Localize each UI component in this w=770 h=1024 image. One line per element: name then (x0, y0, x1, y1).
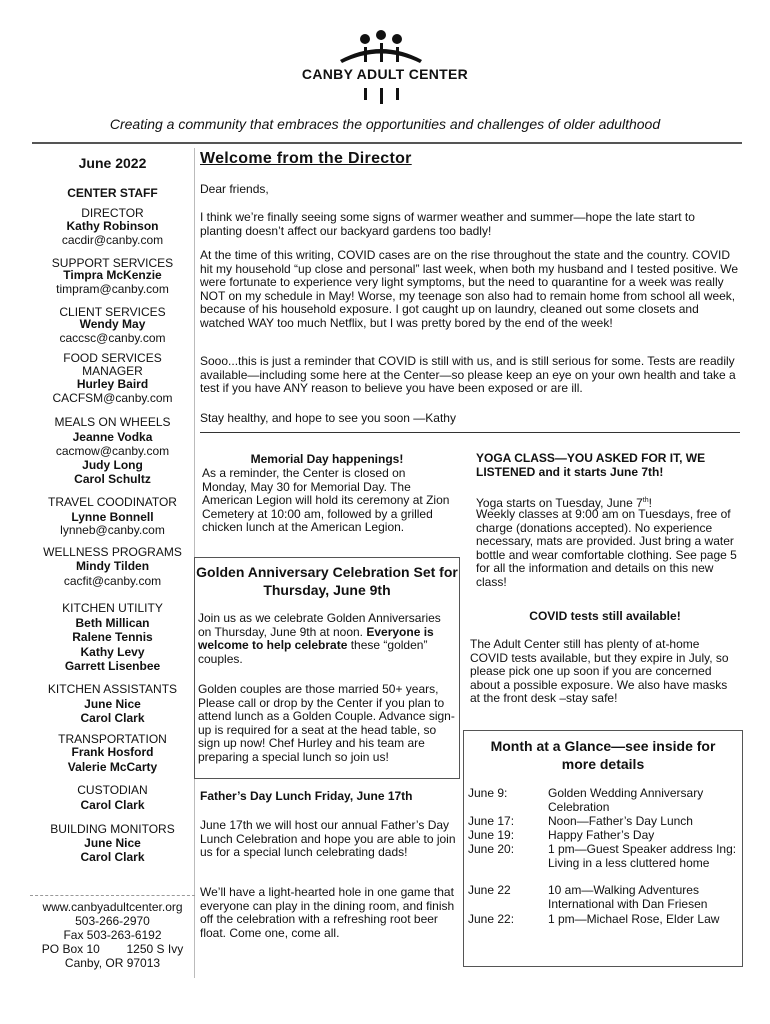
staff-name: Carol Clark (80, 711, 145, 725)
fathers-paragraph: June 17th we will host our annual Father’s Day Lunch Celebration and hope you are able to join us for a special lunch celebrating dads! (200, 818, 456, 859)
event-date: June 17: (468, 814, 515, 828)
golden-text: Join us as we celebrate Golden Anniversaries on Thursday, June 9th at noon. (198, 611, 441, 639)
event-description: Golden Wedding Anniversary Celebration (548, 786, 704, 814)
glance-heading: Month at a Glance—see inside for more details (490, 738, 716, 772)
welcome-closing: Stay healthy, and hope to see you soon —Kathy (200, 411, 456, 425)
staff-role: WELLNESS PROGRAMS (43, 545, 182, 559)
event-date: June 22: (468, 912, 515, 926)
event-date: June 19: (468, 828, 515, 842)
fathers-paragraph: We’ll have a light-hearted hole in one game that everyone can play in the dining room, and finish off the celebration with a refreshing root beer float. Come one, come all. (200, 885, 455, 940)
city-state-zip: Canby, OR 97013 (64, 956, 161, 970)
website-link[interactable]: www.canbyadultcenter.org (42, 900, 183, 914)
staff-email[interactable]: caccsc@canby.com (59, 331, 166, 345)
event-description: Happy Father’s Day (548, 828, 655, 842)
staff-role: KITCHEN ASSISTANTS (47, 682, 178, 696)
issue-month: June 2022 (78, 155, 147, 171)
staff-role: TRANSPORTATION (58, 732, 167, 746)
staff-name: Hurley Baird (76, 377, 149, 391)
contact-divider (30, 895, 195, 896)
staff-name: Mindy Tilden (75, 559, 150, 573)
staff-role: CLIENT SERVICES (59, 305, 166, 319)
staff-name: Timpra McKenzie (63, 268, 162, 282)
staff-name: Carol Schultz (74, 472, 151, 486)
staff-name: Beth Millican (75, 616, 150, 630)
staff-role: MEALS ON WHEELS (54, 415, 171, 429)
yoga-text: ! (648, 496, 652, 510)
memorial-body: As a reminder, the Center is closed on Monday, May 30 for Memorial Day. The American Legion will hold its ceremony at Zion Cemetery at 10:00 am, followed by a grilled chicken lunch at the American Legion. (202, 466, 450, 534)
staff-name: June Nice (84, 836, 141, 850)
staff-heading: CENTER STAFF (67, 186, 158, 200)
staff-email[interactable]: cacmow@canby.com (55, 444, 170, 458)
golden-text: these “golden” couples. (198, 638, 428, 666)
staff-role: DIRECTOR (81, 206, 144, 220)
event-description: 10 am—Walking Adventures International with Dan Friesen (548, 883, 708, 911)
staff-role: BUILDING MONITORS (50, 822, 175, 836)
staff-name: Judy Long (82, 458, 143, 472)
staff-name: Carol Clark (80, 850, 145, 864)
staff-email[interactable]: timpram@canby.com (56, 282, 169, 296)
event-date: June 9: (468, 786, 508, 800)
staff-name: Carol Clark (80, 798, 145, 812)
org-name: CANBY ADULT CENTER (301, 66, 469, 82)
event-date: June 20: (468, 842, 515, 856)
staff-email[interactable]: cacdir@canby.com (61, 233, 164, 247)
staff-name: Kathy Robinson (66, 219, 159, 233)
yoga-text: Yoga starts on Tuesday, June 7 (476, 496, 643, 510)
welcome-greeting: Dear friends, (200, 182, 269, 196)
staff-name: Valerie McCarty (67, 760, 158, 774)
golden-heading: Golden Anniversary Celebration Set for Thursday, June 9th (196, 564, 458, 598)
golden-paragraph: Golden couples are those married 50+ years, Please call or drop by the Center if you plan to attend lunch as a Golden Couple. Advance sign-up is required for a seat at the head table, so sign up now! Chef Hurley and his team are preparing a special lunch so join us! (198, 682, 455, 764)
yoga-heading: YOGA CLASS—YOU ASKED FOR IT, WE LISTENED and it starts June 7th! (476, 451, 706, 479)
mailing-address: PO Box 10 1250 S Ivy (41, 942, 184, 956)
yoga-body: Weekly classes at 9:00 am on Tuesdays, free of charge (donations accepted). No experience necessary, mats are provided. Just bring a water bottle and wear comfortable clothing. See page 5 for all the information and details on this new class! (476, 507, 737, 589)
staff-name: Garrett Lisenbee (64, 659, 161, 673)
staff-role: KITCHEN UTILITY (62, 601, 163, 615)
staff-name: Wendy May (79, 317, 146, 331)
staff-email[interactable]: CACFSM@canby.com (52, 391, 173, 405)
staff-role: SUPPORT SERVICES (51, 256, 174, 270)
welcome-paragraph: At the time of this writing, COVID cases are on the rise throughout the state and the country. COVID hit my household “up close and personal” last week, when both my husband and I tested positive. We were fortunate to experience very light symptoms, but the need to quarantine for a week was really NOT on my schedule in May! Worse, my teenage son also had to remain home from school all week, because of his household exposure. I got caught up on laundry, cleaned out some closets and watched WAY too much Netflix, but I was pretty bored by the end of the week! (200, 248, 739, 330)
staff-role: TRAVEL COODINATOR (48, 495, 177, 509)
memorial-heading: Memorial Day happenings! (250, 452, 404, 466)
event-date: June 22 (468, 883, 511, 897)
fax-number: Fax 503-263-6192 (63, 928, 162, 942)
staff-email[interactable]: cacfit@canby.com (63, 574, 162, 588)
staff-role: FOOD SERVICES MANAGER (63, 351, 162, 378)
header-divider (32, 142, 742, 144)
event-description: 1 pm—Michael Rose, Elder Law (548, 912, 720, 926)
staff-name: Lynne Bonnell (71, 510, 154, 524)
staff-name: Jeanne Vodka (72, 430, 153, 444)
covid-body: The Adult Center still has plenty of at-home COVID tests available, but they expire in July, so please pick one up soon if you are concerned about a possible exposure. We also have masks at the front desk –stay safe! (470, 637, 729, 705)
fathers-heading: Father’s Day Lunch Friday, June 17th (200, 789, 413, 803)
golden-emphasis: Everyone is welcome to help celebrate (198, 624, 434, 652)
welcome-paragraph: Sooo...this is just a reminder that COVID is still with us, and is still serious for some. Tests are readily available—including some here at the Center—so please keep an eye on your own health and take a test if you have ANY reason to believe you have been exposed or are ill. (200, 354, 736, 395)
staff-name: June Nice (84, 697, 141, 711)
tagline: Creating a community that embraces the opportunities and challenges of older adulthood (109, 116, 661, 132)
yoga-suffix: th (642, 497, 649, 504)
staff-role: CUSTODIAN (77, 783, 148, 797)
golden-paragraph (198, 612, 456, 666)
welcome-divider (200, 432, 740, 433)
welcome-heading: Welcome from the Director (200, 150, 412, 167)
staff-name: Frank Hosford (71, 745, 154, 759)
event-description: Noon—Father’s Day Lunch (548, 814, 693, 828)
welcome-paragraph: I think we’re finally seeing some signs of warmer weather and summer—hope the late start to planting doesn’t affect our backyard gardens too badly! (200, 210, 695, 238)
staff-name: Kathy Levy (80, 645, 145, 659)
phone-number: 503-266-2970 (75, 914, 150, 928)
covid-heading: COVID tests still available! (529, 609, 681, 623)
staff-email[interactable]: lynneb@canby.com (60, 523, 165, 537)
event-description: 1 pm—Guest Speaker address Ing: Living in a less cluttered home (548, 842, 737, 870)
staff-name: Ralene Tennis (72, 630, 153, 644)
